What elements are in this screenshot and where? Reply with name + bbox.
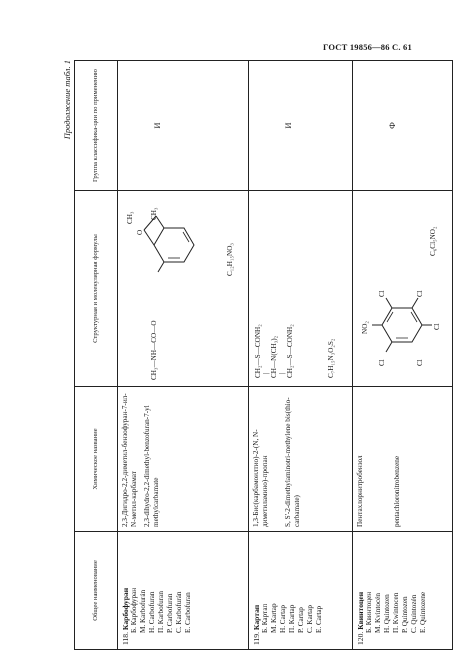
- common-name-cell: [118, 531, 248, 649]
- chlorine-label: Cl: [378, 290, 386, 297]
- molecular-formula: C₆Cl₅NO₂: [429, 226, 437, 256]
- table-continuation-label: Продолжение табл. 1: [62, 60, 72, 140]
- group-cell: [353, 61, 452, 190]
- chlorine-label: Cl: [433, 323, 441, 330]
- formula-cell: [353, 190, 452, 386]
- table-row: [249, 61, 353, 649]
- table-row: [353, 61, 452, 649]
- quintozene-structure: [357, 260, 447, 380]
- formula-cell: [249, 190, 352, 386]
- methyl-label: CH₃: [150, 207, 158, 220]
- entry-title: 120. Квинтоцен: [356, 591, 365, 645]
- cartap-structure: [255, 324, 295, 378]
- synonym: П. Karbofuran: [157, 591, 166, 633]
- group-cell: [249, 61, 352, 190]
- molecular-formula: C₁₂H₁₅NO₃: [226, 243, 234, 276]
- structure-drawing: [357, 260, 447, 380]
- synonym: С. Kartap: [306, 605, 315, 633]
- synonym: Е. Quintozene: [419, 591, 428, 633]
- synonym: Р. Cartap: [297, 607, 306, 633]
- classification-group: Ф: [387, 122, 397, 129]
- synonym: Р. Carbofuran: [166, 593, 175, 633]
- classification-group: И: [152, 122, 162, 129]
- synonym: Е. Cartap: [315, 605, 324, 633]
- molecular-formula: C₇H₁₅N₃O₂S₂: [327, 338, 335, 378]
- chlorine-label: Cl: [416, 290, 424, 297]
- methyl-label: CH₃: [126, 211, 134, 224]
- table-header-row: [75, 61, 118, 649]
- column-header-chemical-name: Химическое название: [75, 386, 117, 531]
- carbofuran-structure: [126, 200, 206, 380]
- rotated-table-page: [62, 60, 453, 650]
- structure-drawing: [126, 200, 206, 380]
- entry-title: 119. Картап: [252, 604, 261, 645]
- chemical-name-en: 2,3-dihydro-2,2-dimethyl-benzofuran-7-yl methylcarbamate: [143, 405, 160, 527]
- entry-title: 118. Карбофуран: [121, 587, 130, 645]
- synonym: Н. Cartap: [279, 605, 288, 633]
- structure-line: CH—N(CH₃)₂: [269, 335, 278, 378]
- structure-line: CH₂—S—CONH₂: [254, 324, 262, 378]
- synonym: П. Kartap: [288, 604, 297, 633]
- ring-oxygen-label: O: [136, 229, 144, 235]
- chemical-name-ru: Пентахлорнитробензол: [356, 455, 364, 527]
- synonym: Б. Картап: [261, 603, 270, 633]
- formula-cell: [118, 190, 248, 386]
- synonym: М. Karbofurán: [139, 589, 148, 633]
- carbamate-chain-label: CH₃—NH—CO—O: [150, 320, 158, 380]
- classification-group: И: [283, 122, 293, 129]
- chemical-name-cell: [118, 386, 248, 531]
- common-name-cell: [249, 531, 352, 649]
- synonym: М. Kartap: [270, 603, 279, 633]
- chemical-name-cell: [353, 386, 452, 531]
- synonym: С. Quintozén: [410, 594, 419, 633]
- group-cell: [118, 61, 248, 190]
- synonym: Н. Carbofuran: [148, 591, 157, 633]
- column-header-formula: Структурная и молекулярная формулы: [75, 190, 117, 386]
- synonym: Е. Carbofuran: [184, 592, 193, 633]
- synonym: М. Kvintocén: [374, 593, 383, 633]
- synonym: С. Karbofurán: [175, 591, 184, 633]
- column-header-common-name: Общее наименование: [75, 531, 117, 649]
- table-row: [118, 61, 249, 649]
- nitro-group-label: NO₂: [361, 321, 369, 334]
- column-header-group: Группа классифика-ции по применению: [91, 69, 99, 182]
- structure-line: CH₂—S—CONH₂: [285, 324, 294, 378]
- common-name-cell: [353, 531, 452, 649]
- chemical-name-ru: 1,3-Бис(карбамоилтио)-2-(N, N-диметиламино)-пропан: [252, 429, 269, 527]
- synonym: Б. Квинтоцен: [365, 591, 374, 633]
- substances-table: [74, 60, 453, 650]
- synonym: Н. Quintozen: [383, 594, 392, 633]
- synonym: Б. Карбофуран: [130, 587, 139, 633]
- chlorine-label: Cl: [378, 359, 386, 366]
- chemical-name-ru: 2,3-Дигидро-2,2-диметил-бензофуран-7-ил-N-метил-карбамат: [121, 393, 138, 527]
- synonym: П. Kwintocen: [392, 592, 401, 633]
- structure-bond: |: [277, 372, 286, 374]
- structure-bond: |: [261, 372, 270, 374]
- chemical-name-cell: [249, 386, 352, 531]
- chemical-name-en: S, S'-2-dimethylaminotri-methylene bis(thio-carbamate): [284, 397, 301, 527]
- synonym: Р. Quintozen: [401, 596, 410, 633]
- page-header: ГОСТ 19856—86 С. 61: [323, 42, 412, 52]
- chemical-name-en: pentachloronitrobenzene: [393, 455, 401, 527]
- chlorine-label: Cl: [416, 359, 424, 366]
